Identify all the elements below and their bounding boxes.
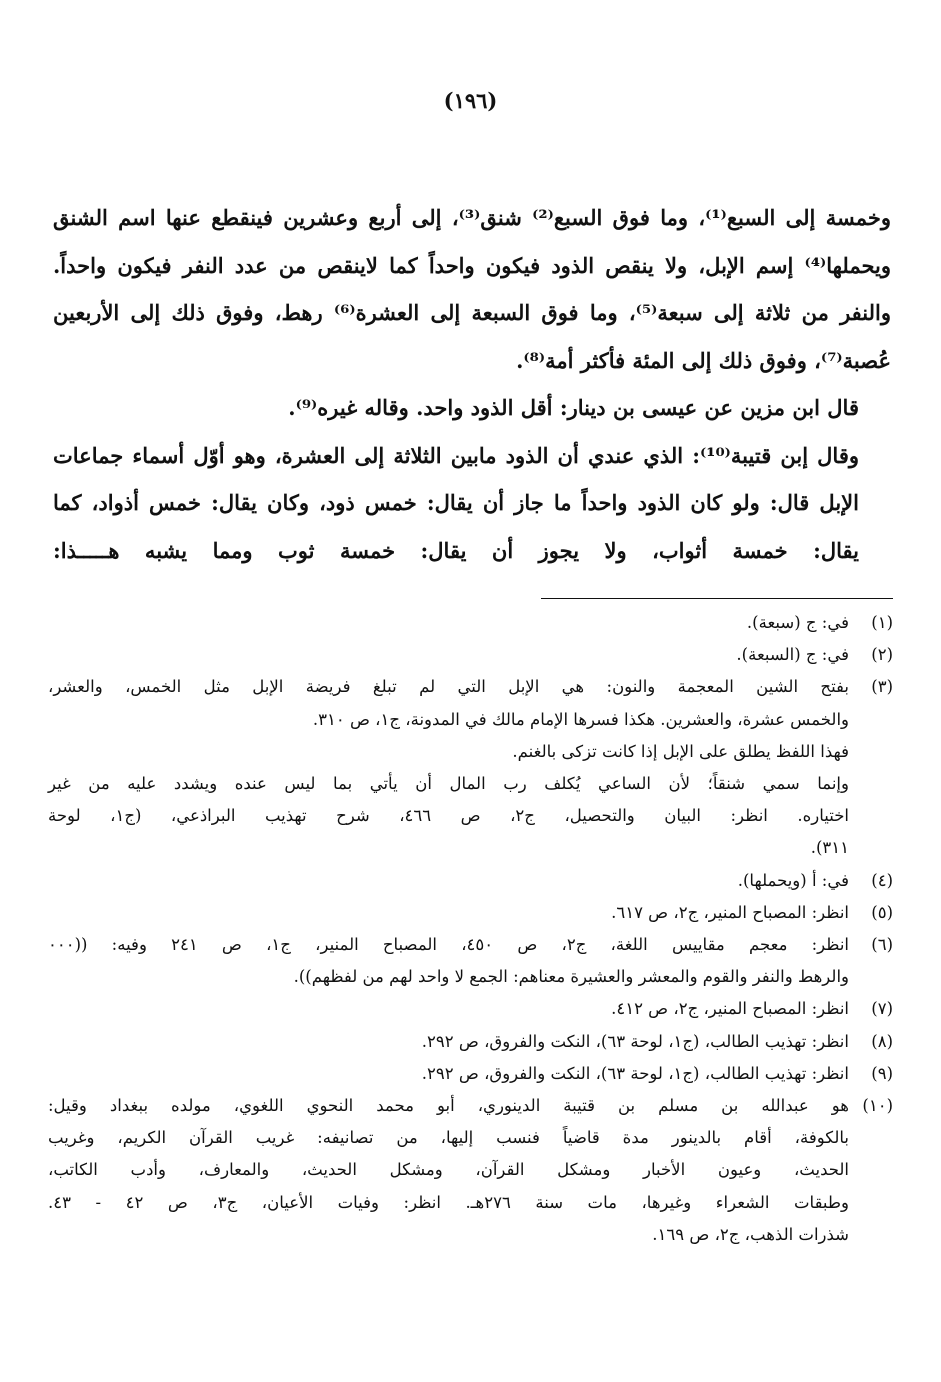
footnote-line: انظر: المصباح المنير، ج٢، ص ٤١٢. (611, 999, 849, 1019)
footnote-3 (48, 671, 893, 864)
footnote-number: (٧) (871, 999, 893, 1019)
paragraph-1: وخمسة إلى السبع⁽¹⁾، وما فوق السبع⁽²⁾ شنق⁽³⁾، إلى أربع وعشرين فينقطع عنها اسم الشنق ويحملها⁽⁴⁾ إسم الإبل، ولا ينقص الذود فيكون واحداً كما لاينقص من عدد النفر فيكون واحداً. والنفر من ثلاثة إلى سبعة⁽⁵⁾، وما فوق السبعة إلى العشرة⁽⁶⁾ رهط، وفوق ذلك إلى الأربعين عُصبة⁽⁷⁾، وفوق ذلك إلى المئة فأكثر أمة⁽⁸⁾. (53, 205, 891, 373)
footnote-text (48, 607, 849, 639)
footnote-10 (48, 1090, 893, 1251)
footnote-9 (48, 1058, 893, 1090)
footnote-line: ٣١١). (810, 838, 849, 858)
footnote-line: الحديث، وعيون الأخبار ومشكل القرآن، ومشكل الحديث، والمعارف، وأدب الكاتب، (48, 1160, 849, 1180)
footnote-line: والرهط والنفر والقوم والمعشر والعشيرة معناهم: الجمع لا واحد لهم من لفظهم)). (293, 967, 849, 987)
footnote-line: اختياره. انظر: البيان والتحصيل، ج٢، ص ٤٦٦، شرح تهذيب البراذعي، (ج١، لوحة (48, 806, 850, 826)
footnote-text (48, 1026, 849, 1058)
paragraph-2: قال ابن مزين عن عيسى بن دينار: أقل الذود واحد. وقاله غيره⁽⁹⁾. (288, 395, 859, 420)
footnote-line: انظر: تهذيب الطالب، (ج١، لوحة ٦٣)، النكت والفروق، ص ٢٩٢. (421, 1031, 849, 1051)
footnote-6 (48, 929, 893, 993)
footnote-line: انظر: المصباح المنير، ج٢، ص ٦١٧. (611, 902, 849, 922)
footnote-8 (48, 1026, 893, 1058)
footnote-number: (٢) (871, 645, 893, 665)
footnote-number: (١٠) (862, 1096, 893, 1116)
footnote-number: (٩) (871, 1063, 893, 1083)
footnote-1 (48, 607, 893, 639)
footnote-7 (48, 993, 893, 1025)
footnote-divider (541, 598, 893, 599)
footnote-text (48, 929, 849, 993)
footnote-number: (٦) (871, 935, 893, 955)
footnote-number: (٤) (871, 870, 893, 890)
footnote-line: في: ج (سبعة). (746, 613, 849, 632)
footnote-line: وإنما سمي شنقاً؛ لأن الساعي يُكلف رب المال أن يأتي بما ليس عنده ويشدد عليه من غير (48, 774, 849, 794)
footnote-line: في: ج (السبعة). (736, 645, 849, 665)
footnote-line: انظر: معجم مقاييس اللغة، ج٢، ص ٤٥٠، المصباح المنير، ج١، ص ٢٤١ وفيه: ((٠٠٠ (48, 935, 849, 955)
footnotes-section (48, 607, 893, 1251)
footnote-number: (٣) (871, 677, 893, 697)
footnote-5 (48, 897, 893, 929)
footnote-text (48, 671, 849, 864)
page-number: (١٩٦) (443, 88, 498, 113)
footnote-text (48, 865, 849, 897)
paragraph-3: وقال إبن قتيبة⁽¹⁰⁾: الذي عندي أن الذود مابين الثلاثة إلى العشرة، وهو أوّل أسماء جماعات الإبل قال: ولو كان الذود واحداً ما جاز أن يقال: خمس ذود، وكان يقال: خمس أذواد، كما يقال: خمسة أثواب، ولا يجوز أن يقال: خمسة ثوب ومما يشبه هـــــذا: (53, 442, 860, 563)
footnote-line: وطبقات الشعراء وغيرها، مات سنة ٢٧٦هـ. انظر: وفيات الأعيان، ج٣، ص ٤٢ - ٤٣. (48, 1192, 850, 1212)
footnote-line: هو عبدالله بن مسلم بن قتيبة الدينوري، أبو محمد النحوي اللغوي، مولده ببغداد وقيل: (48, 1096, 849, 1116)
main-text (53, 194, 891, 574)
footnote-text (48, 1058, 849, 1090)
footnote-number: (٨) (871, 1031, 893, 1051)
footnote-line: انظر: تهذيب الطالب، (ج١، لوحة ٦٣)، النكت والفروق، ص ٢٩٢. (421, 1063, 849, 1083)
footnote-text (48, 639, 849, 671)
footnote-text (48, 993, 849, 1025)
footnote-line: شذرات الذهب، ج٢، ص ١٦٩. (652, 1224, 849, 1244)
footnote-line: في: أ (ويحملها). (737, 870, 849, 890)
footnote-text (48, 1090, 849, 1251)
footnote-4 (48, 865, 893, 897)
footnote-text (48, 897, 849, 929)
footnote-line: والخمس عشرة، والعشرين. هكذا فسرها الإمام مالك في المدونة، ج١، ص ٣١٠. (312, 709, 849, 729)
footnote-number: (١) (871, 613, 893, 632)
footnote-line: بفتح الشين المعجمة والنون: هي الإبل التي لم تبلغ فريضة الإبل مثل الخمس، والعشر، (48, 677, 849, 697)
footnote-number: (٥) (871, 902, 893, 922)
footnote-line: بالكوفة، أقام بالدينور مدة قاضياً فنسب إليها، من تصانيفه: غريب القرآن الكريم، وغريب (48, 1128, 849, 1148)
footnote-2 (48, 639, 893, 671)
footnote-line: فهذا اللفظ يطلق على الإبل إذا كانت تزكى بالغنم. (512, 741, 849, 761)
